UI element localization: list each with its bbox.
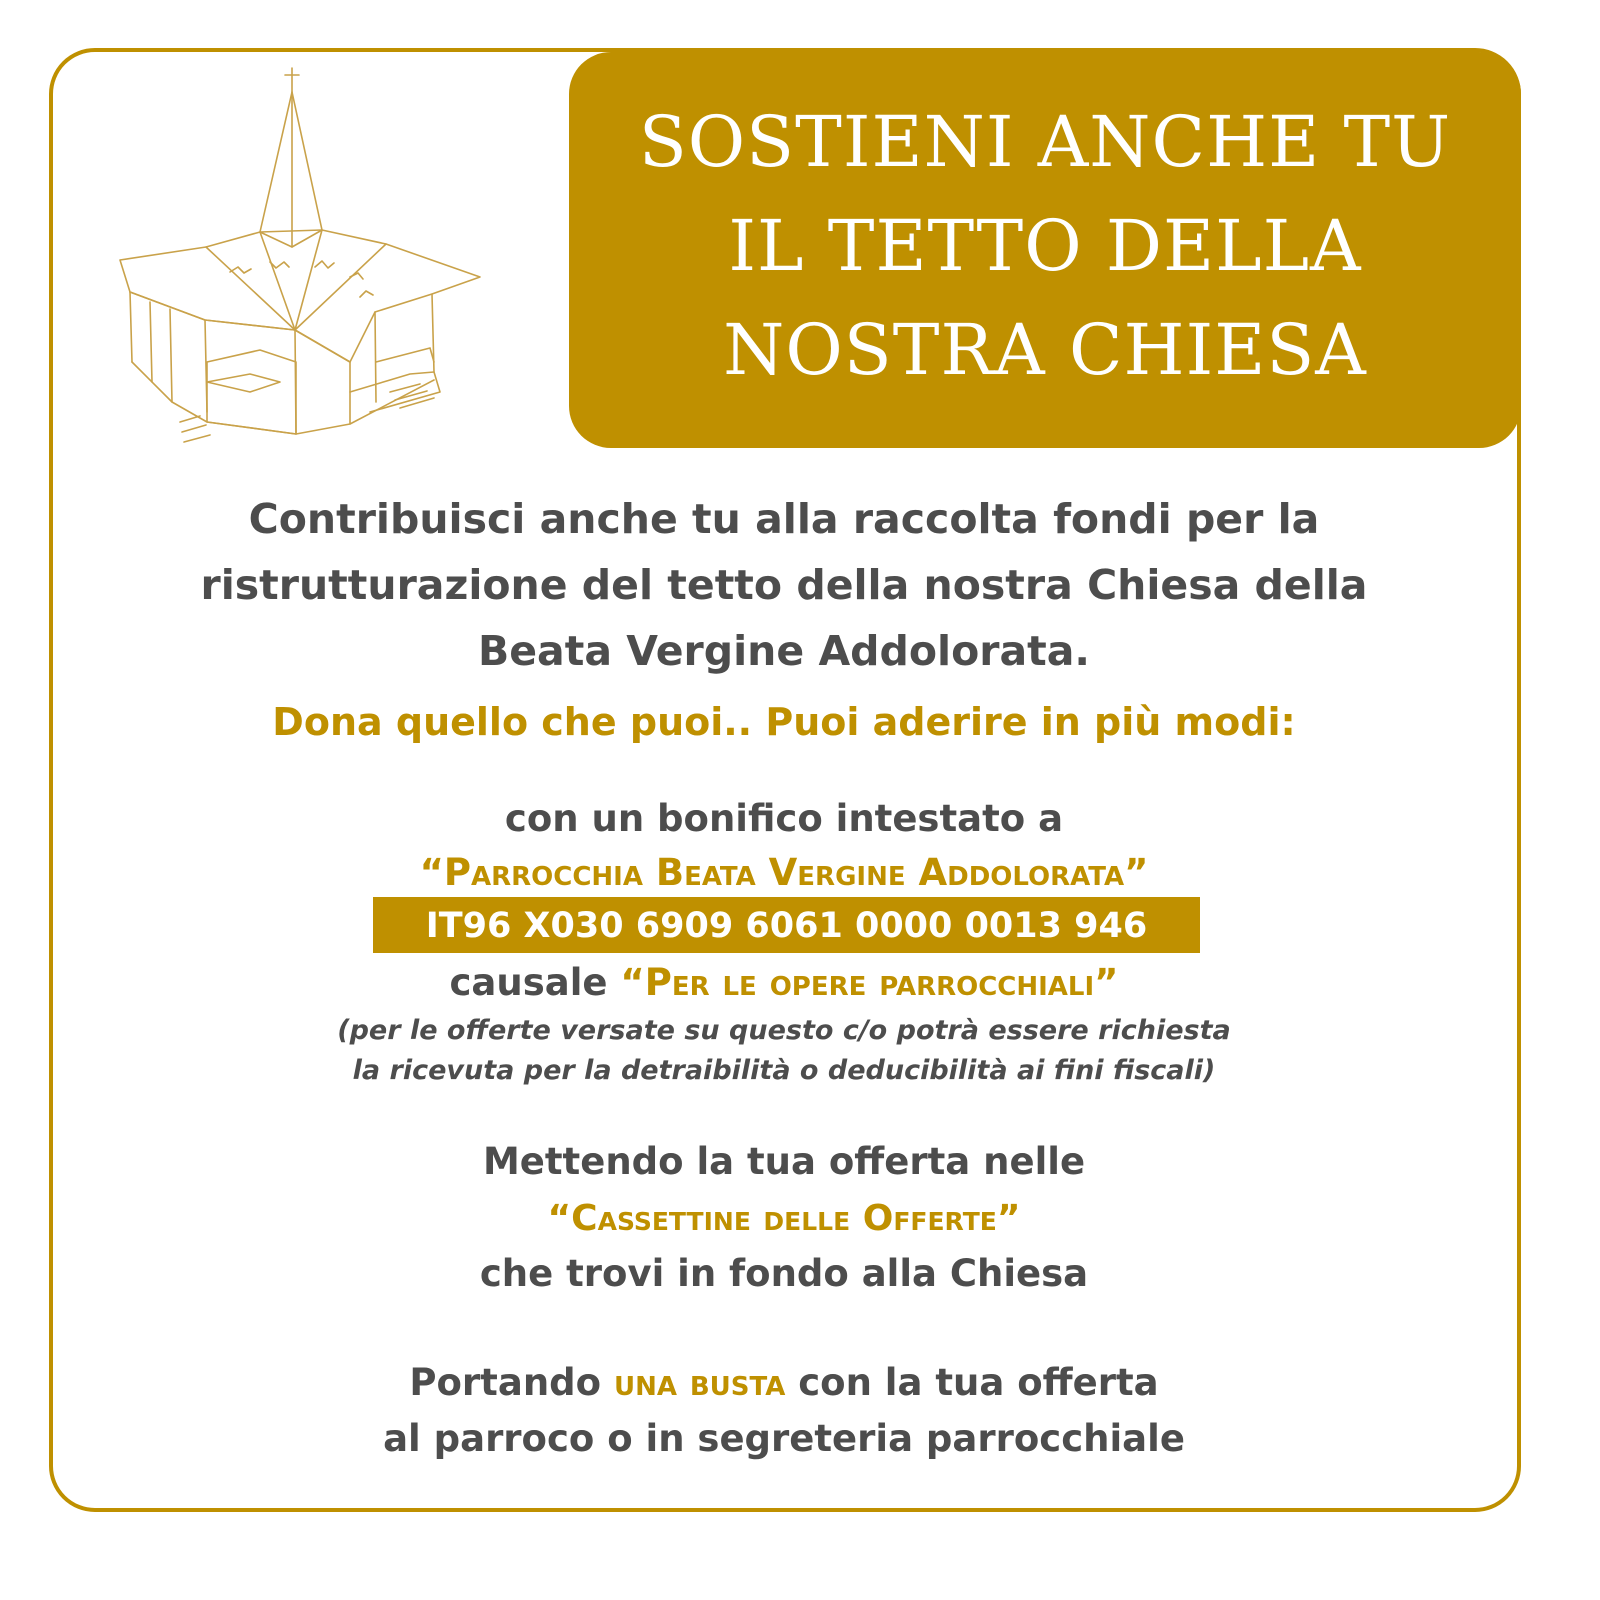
intro-line-3: Beata Vergine Addolorata. — [478, 627, 1090, 675]
iban-code: IT96 X030 6909 6061 0000 0013 946 — [425, 906, 1148, 946]
busta-suffix: con la tua offerta — [785, 1361, 1159, 1404]
church-illustration — [110, 62, 490, 454]
intro-line-2: ristrutturazione del tetto della nostra Chiesa della — [200, 561, 1368, 609]
tax-note-line-2: la ricevuta per la detraibilità o deducibilità ai fini fiscali) — [352, 1055, 1216, 1086]
donation-call-to-action: Dona quello che puoi.. Puoi aderire in più modi: — [272, 700, 1296, 744]
intro-paragraph — [60, 486, 1508, 684]
causale-label: causale — [449, 961, 621, 1004]
title-banner — [569, 52, 1521, 448]
cassettine-name: “Cassettine delle Offerte” — [547, 1198, 1021, 1239]
bonifico-intro: con un bonifico intestato a — [504, 797, 1064, 840]
beneficiary-name: “Parrocchia Beata Vergine Addolorata” — [419, 851, 1149, 894]
busta-highlight: una busta — [613, 1361, 786, 1404]
title-line-2: IL TETTO DELLA — [728, 205, 1362, 287]
iban-box — [373, 897, 1200, 953]
causale-line — [60, 955, 1508, 1011]
busta-line-1 — [60, 1354, 1508, 1412]
busta-line-2: al parroco o in segreteria parrocchiale — [383, 1417, 1185, 1460]
cassettine-location: che trovi in fondo alla Chiesa — [479, 1252, 1089, 1295]
intro-line-1: Contribuisci anche tu alla raccolta fondi per la — [248, 495, 1320, 543]
busta-prefix: Portando — [409, 1361, 614, 1404]
causale-value: “Per le opere parrocchiali” — [620, 961, 1119, 1004]
title-line-1: SOSTIENI ANCHE TU — [638, 101, 1452, 183]
title-line-3: NOSTRA CHIESA — [723, 309, 1367, 391]
tax-note-line-1: (per le offerte versate su questo c/o potrà essere richiesta — [337, 1015, 1231, 1046]
cassettine-intro: Mettendo la tua offerta nelle — [482, 1140, 1086, 1183]
